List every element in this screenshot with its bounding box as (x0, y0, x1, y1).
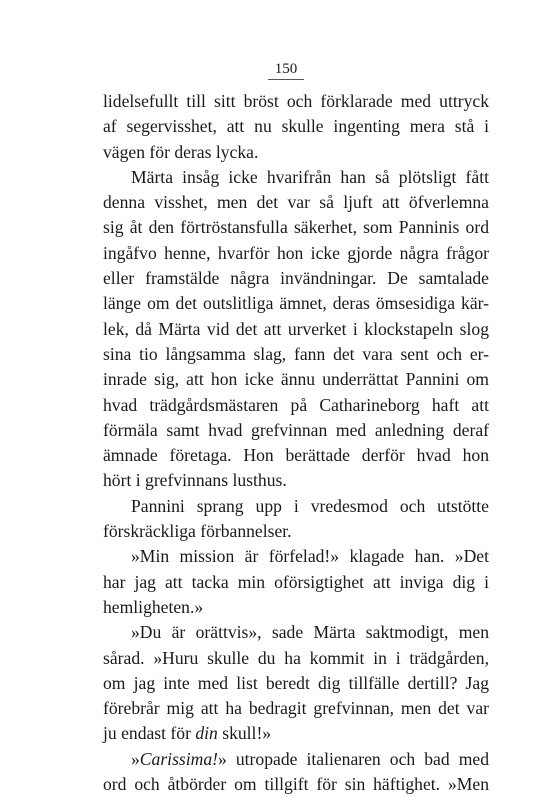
text-line: »Carissima!» utropade italienaren och bad med (131, 748, 489, 769)
text-line: Märta insåg icke hvarifrån han så plötsligt fått (131, 166, 489, 187)
text-line: vägen för deras lycka. (103, 141, 259, 162)
text-line: hemligheten.» (103, 596, 204, 617)
text-line: »Min mission är förfelad!» klagade han. »Det (131, 546, 489, 567)
text-line: lidelsefullt till sitt bröst och förklarade med uttryck (103, 91, 489, 111)
text-line: ju endast för din skull!» (103, 723, 272, 744)
text-line: inrade sig, att hon icke ännu underrättat Pannini om (103, 369, 489, 390)
text-line: länge om det outslitliga ämnet, deras ömsesidiga kär- (103, 293, 489, 314)
text-line: lek, då Märta vid det att urverket i klockstapeln slog (103, 318, 489, 339)
text-line: sig åt den förtröstansfulla säkerhet, som Panninis ord (103, 217, 489, 238)
text-line: sårad. »Huru skulle du ha kommit in i trädgården, (103, 647, 489, 668)
text-line: af segervisshet, att nu skulle ingenting mera stå i (103, 116, 489, 137)
text-line: sina tio långsamma slag, fann det vara sent och er- (103, 343, 489, 364)
text-line: hört i grefvinnans lusthus. (103, 470, 287, 491)
text-line: om jag inte med list beredt dig tillfälle dertill? Jag (103, 672, 489, 693)
text-line: förebrår mig att ha bedragit grefvinnan, men det var (103, 698, 489, 719)
text-line: förmäla samt hvad grefvinnan med anledning deraf (103, 419, 489, 440)
text-line: förskräckliga förbannelser. (103, 521, 292, 542)
text-line: ingåfvo henne, hvarför hon icke gjorde några frågor (103, 242, 489, 263)
italic-word: Carissima! (139, 748, 219, 769)
text-line: ämnade företaga. Hon berättade derför hvad hon (103, 445, 489, 466)
text-line: hvad trädgårdsmästaren på Catharineborg haft att (103, 394, 489, 415)
page-number-rule (268, 79, 304, 80)
text-line: eller framstälde några invändningar. De samtalade (103, 268, 489, 289)
text-line: »Du är orättvis», sade Märta saktmodigt, men (131, 622, 489, 643)
text-line: ord och åtbörder om tillgift för sin häftighet. »Men (103, 774, 489, 795)
text-line: denna visshet, men det var så ljuft att öfverlemna (103, 192, 489, 213)
italic-word: din (195, 723, 218, 744)
text-line: har jag att tacka min oförsigtighet att inviga dig i (103, 571, 489, 592)
body-text (103, 89, 489, 797)
page-number: 150 (274, 61, 298, 77)
text-line: Pannini sprang upp i vredesmod och utstötte (131, 495, 489, 516)
